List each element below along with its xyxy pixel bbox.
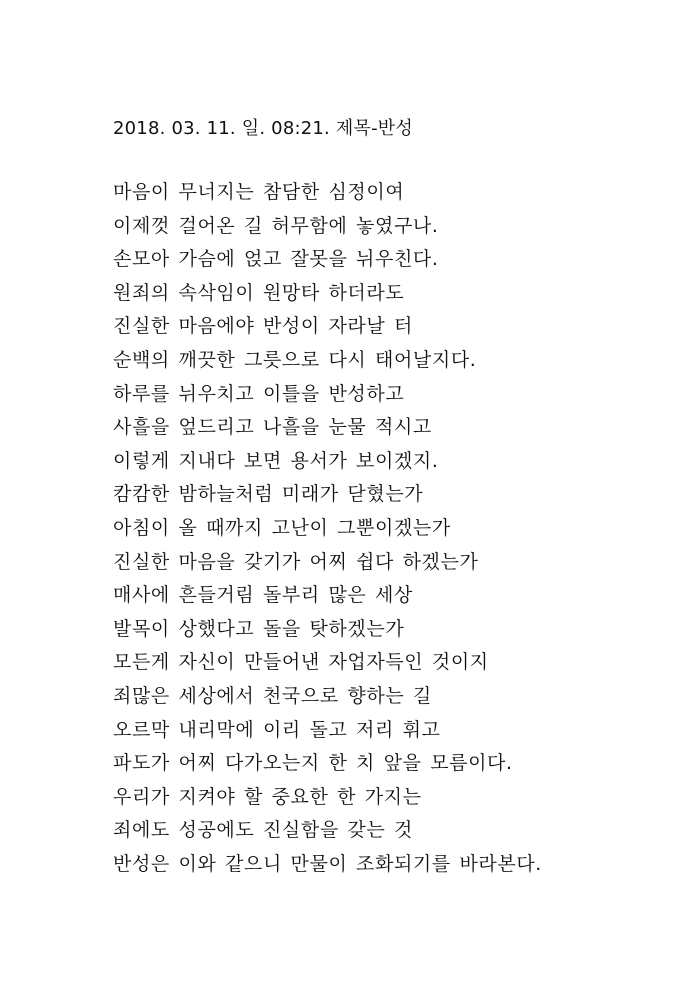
poem-line: 파도가 어찌 다가오는지 한 치 앞을 모름이다. <box>113 752 513 775</box>
poem-line: 모든게 자신이 만들어낸 자업자득인 것이지 <box>113 651 489 674</box>
poem-line: 사흘을 엎드리고 나흘을 눈물 적시고 <box>113 416 432 439</box>
poem-line: 죄많은 세상에서 천국으로 향하는 길 <box>113 684 432 707</box>
poem-line: 원죄의 속삭임이 원망타 하더라도 <box>113 281 405 304</box>
document-header: 2018. 03. 11. 일. 08:21. 제목-반성 <box>113 118 413 139</box>
poem-line: 캄캄한 밤하늘처럼 미래가 닫혔는가 <box>113 483 424 506</box>
poem-line: 발목이 상했다고 돌을 탓하겠는가 <box>113 617 405 640</box>
poem-body <box>113 176 542 881</box>
poem-line: 순백의 깨끗한 그릇으로 다시 태어날지다. <box>113 348 477 371</box>
poem-line: 진실한 마음에야 반성이 자라날 터 <box>113 315 413 338</box>
poem-line: 반성은 이와 같으니 만물이 조화되기를 바라본다. <box>113 852 542 875</box>
poem-line: 이렇게 지내다 보면 용서가 보이겠지. <box>113 449 439 472</box>
poem-line: 죄에도 성공에도 진실함을 갖는 것 <box>113 819 413 842</box>
poem-line: 하루를 뉘우치고 이틀을 반성하고 <box>113 382 405 405</box>
poem-line: 아침이 올 때까지 고난이 그뿐이겠는가 <box>113 516 451 539</box>
poem-line: 이제껏 걸어온 길 허무함에 놓였구나. <box>113 214 439 237</box>
poem-line: 오르막 내리막에 이리 돌고 저리 휘고 <box>113 718 441 741</box>
poem-line: 마음이 무너지는 참담한 심정이여 <box>113 181 405 203</box>
poem-line: 손모아 가슴에 얹고 잘못을 뉘우친다. <box>113 248 439 271</box>
poem-line: 매사에 흔들거림 돌부리 많은 세상 <box>113 584 413 607</box>
poem-line: 진실한 마음을 갖기가 어찌 쉽다 하겠는가 <box>113 550 479 573</box>
poem-line: 우리가 지켜야 할 중요한 한 가지는 <box>113 785 422 808</box>
